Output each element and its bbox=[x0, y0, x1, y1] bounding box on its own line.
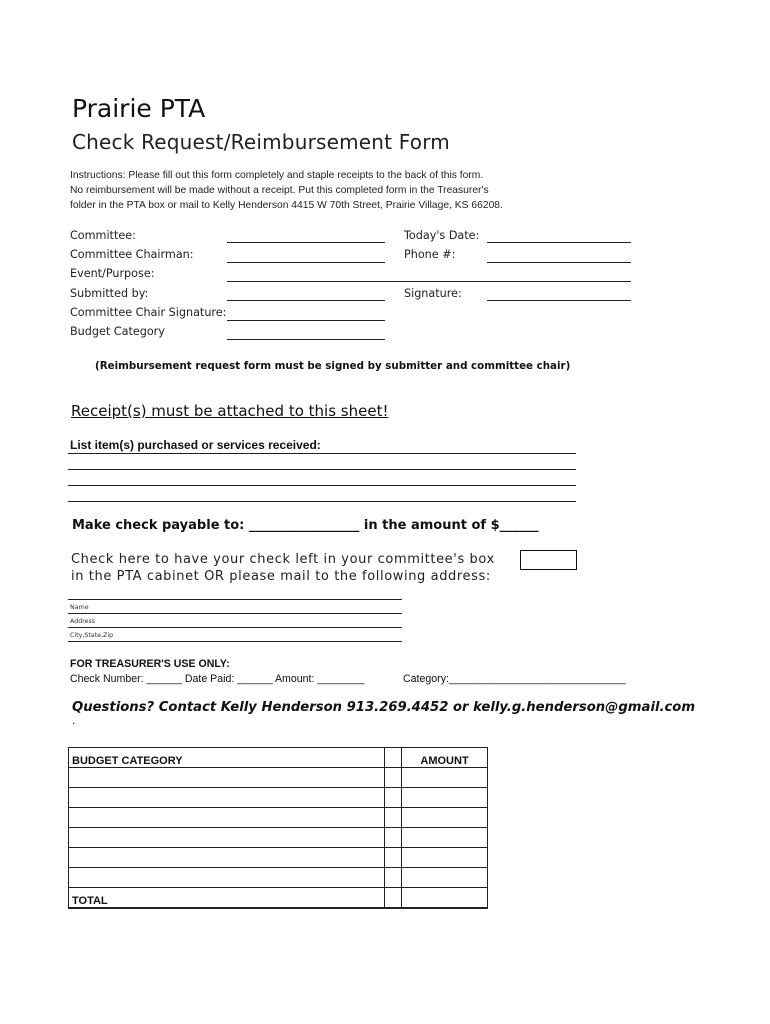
questions-contact: Questions? Contact Kelly Henderson 913.269.4452 or kelly.g.henderson@gmail.com bbox=[72, 700, 696, 715]
instructions bbox=[70, 168, 503, 213]
signing-note: (Reimbursement request form must be signed by submitter and committee chair) bbox=[95, 360, 571, 372]
committee-label: Committee: bbox=[70, 229, 136, 242]
table-row[interactable] bbox=[69, 768, 488, 788]
check-here-text bbox=[71, 551, 495, 585]
table-cell bbox=[385, 808, 402, 828]
list-items-heading: List item(s) purchased or services received: bbox=[70, 438, 321, 452]
amount-header: AMOUNT bbox=[402, 748, 488, 768]
table-row[interactable] bbox=[69, 788, 488, 808]
receipts-heading: Receipt(s) must be attached to this sheet! bbox=[71, 402, 389, 420]
table-cell bbox=[385, 748, 402, 768]
table-cell[interactable] bbox=[69, 808, 385, 828]
city-state-zip-field[interactable] bbox=[68, 641, 402, 642]
chair-signature-label: Committee Chair Signature: bbox=[70, 306, 227, 319]
committee-box-checkbox[interactable] bbox=[520, 550, 577, 570]
table-cell bbox=[385, 788, 402, 808]
list-item-line[interactable] bbox=[68, 501, 576, 502]
name-field[interactable] bbox=[68, 613, 402, 614]
check-here-line: in the PTA cabinet OR please mail to the following address: bbox=[71, 569, 491, 584]
committee-chairman-field[interactable] bbox=[227, 262, 385, 263]
chair-signature-field[interactable] bbox=[227, 320, 385, 321]
table-cell bbox=[385, 848, 402, 868]
signature-field[interactable] bbox=[487, 300, 631, 301]
table-row[interactable] bbox=[69, 868, 488, 888]
instruction-line: Instructions: Please fill out this form completely and staple receipts to the back of this form. bbox=[70, 170, 484, 181]
treasurer-fields: Check Number: ______ Date Paid: ______ Amount: ________ bbox=[70, 673, 365, 685]
budget-category-label: Budget Category bbox=[70, 325, 165, 338]
table-row[interactable] bbox=[69, 808, 488, 828]
table-cell[interactable] bbox=[402, 788, 488, 808]
table-cell[interactable] bbox=[69, 828, 385, 848]
address-top-rule bbox=[68, 599, 402, 600]
stray-dot: . bbox=[72, 713, 76, 727]
phone-label: Phone #: bbox=[404, 248, 456, 261]
table-cell[interactable] bbox=[402, 808, 488, 828]
address-field[interactable] bbox=[68, 627, 402, 628]
instruction-line: folder in the PTA box or mail to Kelly Henderson 4415 W 70th Street, Prairie Village, KS 66208. bbox=[70, 200, 503, 211]
list-item-line[interactable] bbox=[68, 453, 576, 454]
todays-date-label: Today's Date: bbox=[404, 229, 480, 242]
budget-category-header: BUDGET CATEGORY bbox=[69, 748, 385, 768]
table-row[interactable] bbox=[69, 848, 488, 868]
table-cell[interactable] bbox=[402, 868, 488, 888]
committee-chairman-label: Committee Chairman: bbox=[70, 248, 194, 261]
table-cell[interactable] bbox=[69, 868, 385, 888]
table-cell[interactable] bbox=[402, 848, 488, 868]
treasurer-category: Category:______________________________ bbox=[403, 673, 626, 685]
name-label: Name bbox=[70, 604, 89, 611]
treasurer-heading: FOR TREASURER'S USE ONLY: bbox=[70, 658, 230, 670]
list-item-line[interactable] bbox=[68, 469, 576, 470]
table-row[interactable] bbox=[69, 828, 488, 848]
phone-field[interactable] bbox=[487, 262, 631, 263]
submitted-by-field[interactable] bbox=[227, 300, 385, 301]
table-cell bbox=[385, 868, 402, 888]
table-total-row bbox=[69, 888, 488, 908]
table-cell[interactable] bbox=[69, 788, 385, 808]
table-cell bbox=[385, 828, 402, 848]
check-here-line: Check here to have your check left in your committee's box bbox=[71, 552, 495, 567]
todays-date-field[interactable] bbox=[487, 242, 631, 243]
budget-category-field[interactable] bbox=[227, 339, 385, 340]
table-cell[interactable] bbox=[69, 768, 385, 788]
total-label: TOTAL bbox=[69, 888, 385, 908]
list-item-line[interactable] bbox=[68, 485, 576, 486]
budget-table bbox=[68, 747, 488, 909]
table-cell[interactable] bbox=[69, 848, 385, 868]
committee-field[interactable] bbox=[227, 242, 385, 243]
form-title: Check Request/Reimbursement Form bbox=[72, 130, 450, 154]
total-amount-cell[interactable] bbox=[402, 888, 488, 908]
event-purpose-label: Event/Purpose: bbox=[70, 267, 155, 280]
instruction-line: No reimbursement will be made without a receipt. Put this completed form in the Treasurer's bbox=[70, 185, 489, 196]
table-header-row bbox=[69, 748, 488, 768]
signature-label: Signature: bbox=[404, 287, 462, 300]
submitted-by-label: Submitted by: bbox=[70, 287, 149, 300]
table-cell bbox=[385, 888, 402, 908]
city-state-zip-label: City,State,Zip bbox=[70, 632, 114, 639]
organization-title: Prairie PTA bbox=[72, 94, 206, 123]
table-cell bbox=[385, 768, 402, 788]
event-purpose-field[interactable] bbox=[227, 281, 631, 282]
payable-line: Make check payable to: _________________ in the amount of $______ bbox=[72, 518, 539, 533]
table-cell[interactable] bbox=[402, 828, 488, 848]
address-label: Address bbox=[70, 618, 96, 625]
table-cell[interactable] bbox=[402, 768, 488, 788]
